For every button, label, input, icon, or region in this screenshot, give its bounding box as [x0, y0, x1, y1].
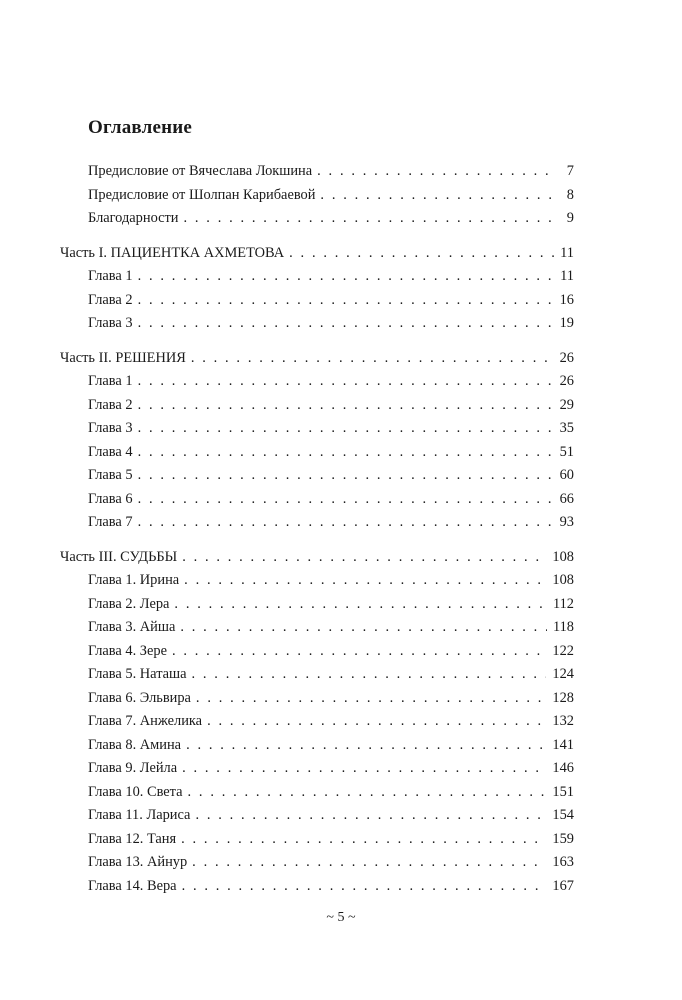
toc-entry-label: Глава 10. Света [88, 783, 183, 800]
toc-entry[interactable] [60, 370, 574, 394]
page-number: ~ 5 ~ [326, 910, 356, 925]
toc-entry[interactable] [60, 394, 574, 418]
toc-entry-label: Глава 7. Анжелика [88, 713, 203, 729]
toc-entry-page: 7 [566, 163, 574, 179]
toc-entry[interactable] [60, 757, 574, 781]
toc-entry-page: 132 [552, 713, 574, 729]
leader-dots [176, 828, 546, 852]
toc-part-label: Часть I. ПАЦИЕНТКА АХМЕТОВА [60, 244, 285, 261]
toc-group-part-1 [60, 242, 574, 336]
toc-entry[interactable] [60, 640, 574, 664]
leader-dots [187, 851, 546, 875]
toc-entry-label: Глава 3 [88, 420, 133, 436]
toc-group-front-matter [60, 160, 574, 231]
toc-entry-label: Благодарности [88, 210, 179, 226]
toc-part-heading[interactable] [60, 242, 574, 266]
toc-part-heading[interactable] [60, 546, 574, 570]
toc-entry-page: 167 [552, 877, 574, 894]
leader-dots [133, 289, 554, 313]
leader-dots [181, 734, 546, 758]
toc-entry-page: 51 [559, 443, 574, 460]
toc-entry-label: Глава 14. Вера [88, 877, 177, 894]
toc-entry[interactable] [60, 781, 574, 805]
toc-entry-page: 163 [552, 854, 574, 870]
toc-entry-label: Глава 11. Лариса [88, 807, 191, 823]
toc-entry[interactable] [60, 160, 574, 184]
leader-dots [133, 488, 554, 512]
toc-entry-page: 8 [566, 186, 574, 203]
toc-entry[interactable] [60, 207, 574, 231]
toc-entry[interactable] [60, 441, 574, 465]
leader-dots [187, 663, 547, 687]
toc-entry-label: Глава 13. Айнур [88, 854, 188, 870]
toc-group-part-3 [60, 546, 574, 899]
toc-entry-page: 11 [560, 268, 574, 284]
toc-entry-page: 151 [552, 783, 574, 800]
toc-entry[interactable] [60, 828, 574, 852]
toc-entry-page: 122 [552, 642, 574, 659]
toc-entry-label: Глава 1 [88, 268, 133, 284]
leader-dots [190, 804, 546, 828]
toc-entry-label: Глава 3. Айша [88, 619, 176, 635]
toc-entry-label: Предисловие от Вячеслава Локшина [88, 163, 313, 179]
leader-dots [315, 184, 554, 208]
leader-dots [133, 511, 554, 535]
toc-entry-label: Глава 5 [88, 467, 133, 483]
toc-entry[interactable] [60, 734, 574, 758]
toc-entry-label: Глава 12. Таня [88, 830, 177, 847]
toc-entry-page: 16 [559, 291, 574, 308]
toc-entry[interactable] [60, 710, 574, 734]
leader-dots [133, 394, 554, 418]
toc-group-part-2 [60, 347, 574, 535]
leader-dots [202, 710, 546, 734]
toc-part-page: 108 [552, 548, 574, 565]
leader-dots [175, 616, 547, 640]
leader-dots [169, 593, 547, 617]
leader-dots [133, 312, 554, 336]
leader-dots [312, 160, 554, 184]
toc-entry-label: Глава 8. Амина [88, 736, 182, 753]
leader-dots [191, 687, 546, 711]
toc-part-heading[interactable] [60, 347, 574, 371]
toc-entry-page: 66 [559, 490, 574, 507]
leader-dots [167, 640, 546, 664]
leader-dots [179, 569, 546, 593]
toc-entry-page: 108 [552, 572, 574, 588]
leader-dots [133, 370, 554, 394]
toc-entry-label: Глава 9. Лейла [88, 760, 178, 776]
toc-entry[interactable] [60, 464, 574, 488]
leader-dots [133, 464, 554, 488]
toc-entry-page: 112 [552, 595, 574, 612]
toc-entry-page: 159 [552, 830, 574, 847]
toc-entry-page: 154 [552, 807, 574, 823]
toc-entry-page: 35 [559, 420, 574, 436]
toc-part-label: Часть II. РЕШЕНИЯ [60, 349, 186, 366]
toc-entry[interactable] [60, 851, 574, 875]
toc-entry[interactable] [60, 804, 574, 828]
leader-dots [133, 441, 554, 465]
leader-dots [133, 265, 554, 289]
toc-entry-page: 118 [552, 619, 574, 635]
toc-entry-label: Глава 2. Лера [88, 595, 170, 612]
toc-entry-page: 146 [552, 760, 574, 776]
toc-entry-label: Глава 1. Ирина [88, 572, 180, 588]
toc-entry-label: Глава 6. Эльвира [88, 689, 191, 706]
toc-entry-page: 60 [559, 467, 574, 483]
toc-entry[interactable] [60, 616, 574, 640]
toc-entry-label: Глава 2 [88, 291, 133, 308]
toc-entry-page: 29 [559, 396, 574, 413]
toc-entry-page: 128 [552, 689, 574, 706]
toc-entry-label: Глава 4 [88, 443, 133, 460]
toc-entry-label: Глава 1 [88, 373, 133, 389]
toc-entry[interactable] [60, 417, 574, 441]
toc-part-page: 11 [560, 244, 574, 261]
toc-entry[interactable] [60, 875, 574, 899]
toc-entry-label: Предисловие от Шолпан Карибаевой [88, 186, 316, 203]
toc-entry-label: Глава 5. Наташа [88, 666, 187, 682]
toc-entry[interactable] [60, 569, 574, 593]
toc-part-page: 26 [559, 349, 574, 366]
leader-dots [133, 417, 554, 441]
toc-entry-page: 124 [552, 666, 574, 682]
leader-dots [177, 546, 546, 570]
toc-entry[interactable] [60, 488, 574, 512]
toc-entry-label: Глава 6 [88, 490, 133, 507]
toc-entry-page: 141 [552, 736, 574, 753]
toc-entry-label: Глава 7 [88, 514, 133, 530]
toc-entry[interactable] [60, 312, 574, 336]
toc-entry-page: 9 [566, 210, 574, 226]
leader-dots [284, 242, 554, 266]
toc-entry[interactable] [60, 687, 574, 711]
leader-dots [186, 347, 554, 371]
toc-entry-page: 26 [559, 373, 574, 389]
toc-entry-page: 93 [559, 514, 574, 530]
toc-title: Оглавление [88, 117, 193, 138]
toc-entry[interactable] [60, 289, 574, 313]
toc-entry-page: 19 [559, 315, 574, 331]
toc-part-label: Часть III. СУДЬБЫ [60, 548, 178, 565]
leader-dots [177, 875, 547, 899]
toc-entry[interactable] [60, 663, 574, 687]
table-of-contents [60, 160, 574, 909]
toc-entry[interactable] [60, 184, 574, 208]
toc-entry[interactable] [60, 265, 574, 289]
toc-entry-label: Глава 4. Зере [88, 642, 167, 659]
toc-entry[interactable] [60, 511, 574, 535]
toc-entry-label: Глава 3 [88, 315, 133, 331]
leader-dots [179, 207, 554, 231]
leader-dots [183, 781, 547, 805]
toc-entry-label: Глава 2 [88, 396, 133, 413]
leader-dots [177, 757, 546, 781]
toc-entry[interactable] [60, 593, 574, 617]
